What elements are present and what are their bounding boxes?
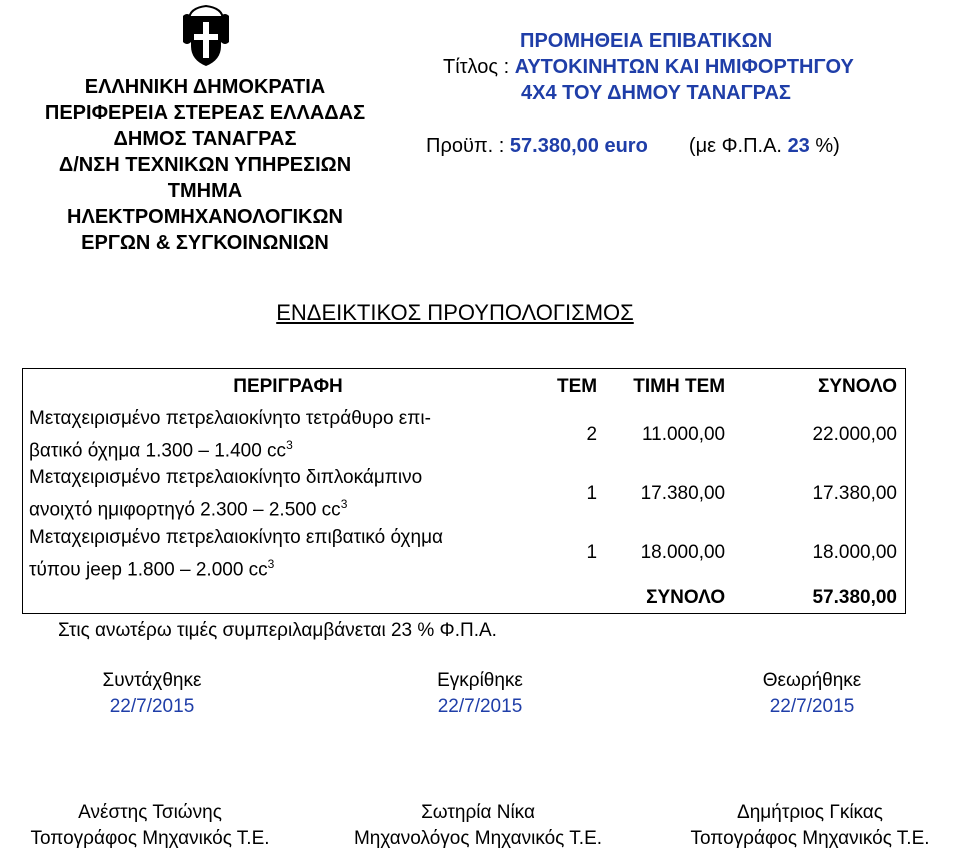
org-line: Δ/ΝΣΗ ΤΕΧΝΙΚΩΝ ΥΠΗΡΕΣΙΩΝ [58,154,352,176]
signatory-2 [318,800,638,852]
project-title-line-3: 4Χ4 ΤΟΥ ΔΗΜΟΥ ΤΑΝΑΓΡΑΣ [521,82,791,104]
title-value: ΑΥΤΟΚΙΝΗΤΩΝ ΚΑΙ ΗΜΙΦΟΡΤΗΓΟΥ [514,56,854,78]
signature-label: Συντάχθηκε [102,670,202,691]
desc-line: Μεταχειρισμένο πετρελαιοκίνητο τετράθυρο επι- [29,408,431,429]
greek-coat-of-arms-icon [181,2,231,70]
table-header-row [23,369,906,406]
signatory-role: Τοπογράφος Μηχανικός Τ.Ε. [30,828,270,849]
sum-value: 57.380,00 [812,586,897,608]
signature-block-reviewed [682,668,942,720]
signatory-1 [0,800,300,852]
signature-block-compiled [22,668,282,720]
signatory-name: Σωτηρία Νίκα [421,802,535,823]
row-qty: 2 [586,423,598,445]
row-total: 18.000,00 [812,542,897,564]
org-line: ΕΛΛΗΝΙΚΗ ΔΗΜΟΚΡΑΤΙΑ [84,76,326,98]
row-price: 17.380,00 [640,482,726,504]
signature-date: 22/7/2015 [109,696,195,717]
row-price: 18.000,00 [640,542,726,564]
sum-label: ΣΥΝΟΛΟ [646,586,726,608]
row-qty: 1 [586,482,598,504]
signature-label: Θεωρήθηκε [762,670,862,691]
signature-block-approved [350,668,610,720]
row-total: 22.000,00 [812,423,897,445]
vat-value: 23 [787,135,810,157]
row-description [23,405,554,464]
signature-date: 22/7/2015 [769,696,855,717]
row-description [23,464,554,523]
table-row [23,524,906,583]
vat-prefix: (με Φ.Π.Α. [688,135,782,157]
row-total: 17.380,00 [812,482,897,504]
desc-line: ανοιχτό ημιφορτηγό 2.300 – 2.500 $cc^3$ [29,497,348,521]
vat-suffix: %) [815,135,840,157]
org-line: ΕΡΓΩΝ & ΣΥΓΚΟΙΝΩΝΙΩΝ [81,232,329,254]
signatory-name: Ανέστης Τσιώνης [78,802,222,823]
row-qty: 1 [586,542,598,564]
project-title-line-1: ΠΡΟΜΗΘΕΙΑ ΕΠΙΒΑΤΙΚΩΝ [520,30,773,52]
desc-line: βατικό όχημα 1.300 – 1.400 $cc^3$ [29,438,293,462]
signatory-role: Τοπογράφος Μηχανικός Τ.Ε. [690,828,930,849]
signatory-name: Δημήτριος Γκίκας [737,802,883,823]
budget-line [426,133,840,159]
org-line: ΗΛΕΚΤΡΟΜΗΧΑΝΟΛΟΓΙΚΩΝ [67,206,343,228]
table-row [23,464,906,523]
page-title: ΕΝΔΕΙΚΤΙΚΟΣ ΠΡΟΥΠΟΛΟΓΙΣΜΟΣ [276,300,634,325]
row-description [23,524,554,583]
desc-line: Μεταχειρισμένο πετρελαιοκίνητο διπλοκάμπινο [29,467,423,489]
title-label: Τίτλος : [443,56,510,78]
desc-line: Μεταχειρισμένο πετρελαιοκίνητο επιβατικό όχημα [29,526,444,548]
org-line: ΠΕΡΙΦΕΡΕΙΑ ΣΤΕΡΕΑΣ ΕΛΛΑΔΑΣ [44,102,366,124]
row-price: 11.000,00 [641,423,726,445]
col-unit: ΤΕΜ [557,376,598,397]
signatory-role: Μηχανολόγος Μηχανικός Τ.Ε. [353,828,603,849]
signature-label: Εγκρίθηκε [437,670,523,691]
org-line: ΔΗΜΟΣ ΤΑΝΑΓΡΑΣ [113,128,297,150]
col-unit-price: ΤΙΜΗ ΤΕΜ [633,376,726,397]
table-row [23,405,906,464]
org-line: ΤΜΗΜΑ [167,180,243,202]
vat-note: Στις ανωτέρω τιμές συμπεριλαμβάνεται 23 % Φ.Π.Α. [58,620,497,641]
desc-line: τύπου jeep 1.800 – 2.000 $cc^3$ [29,556,275,580]
col-total: ΣΥΝΟΛΟ [817,376,897,397]
budget-table [22,368,906,614]
project-title-line-2 [443,54,854,80]
signatory-3 [660,800,960,852]
signature-date: 22/7/2015 [437,696,523,717]
col-description: ΠΕΡΙΓΡΑΦΗ [233,376,343,397]
organization-block [0,74,410,256]
budget-value: 57.380,00 euro [509,135,648,157]
budget-label: Προϋπ. : [426,135,505,157]
table-sum-row [23,583,906,614]
